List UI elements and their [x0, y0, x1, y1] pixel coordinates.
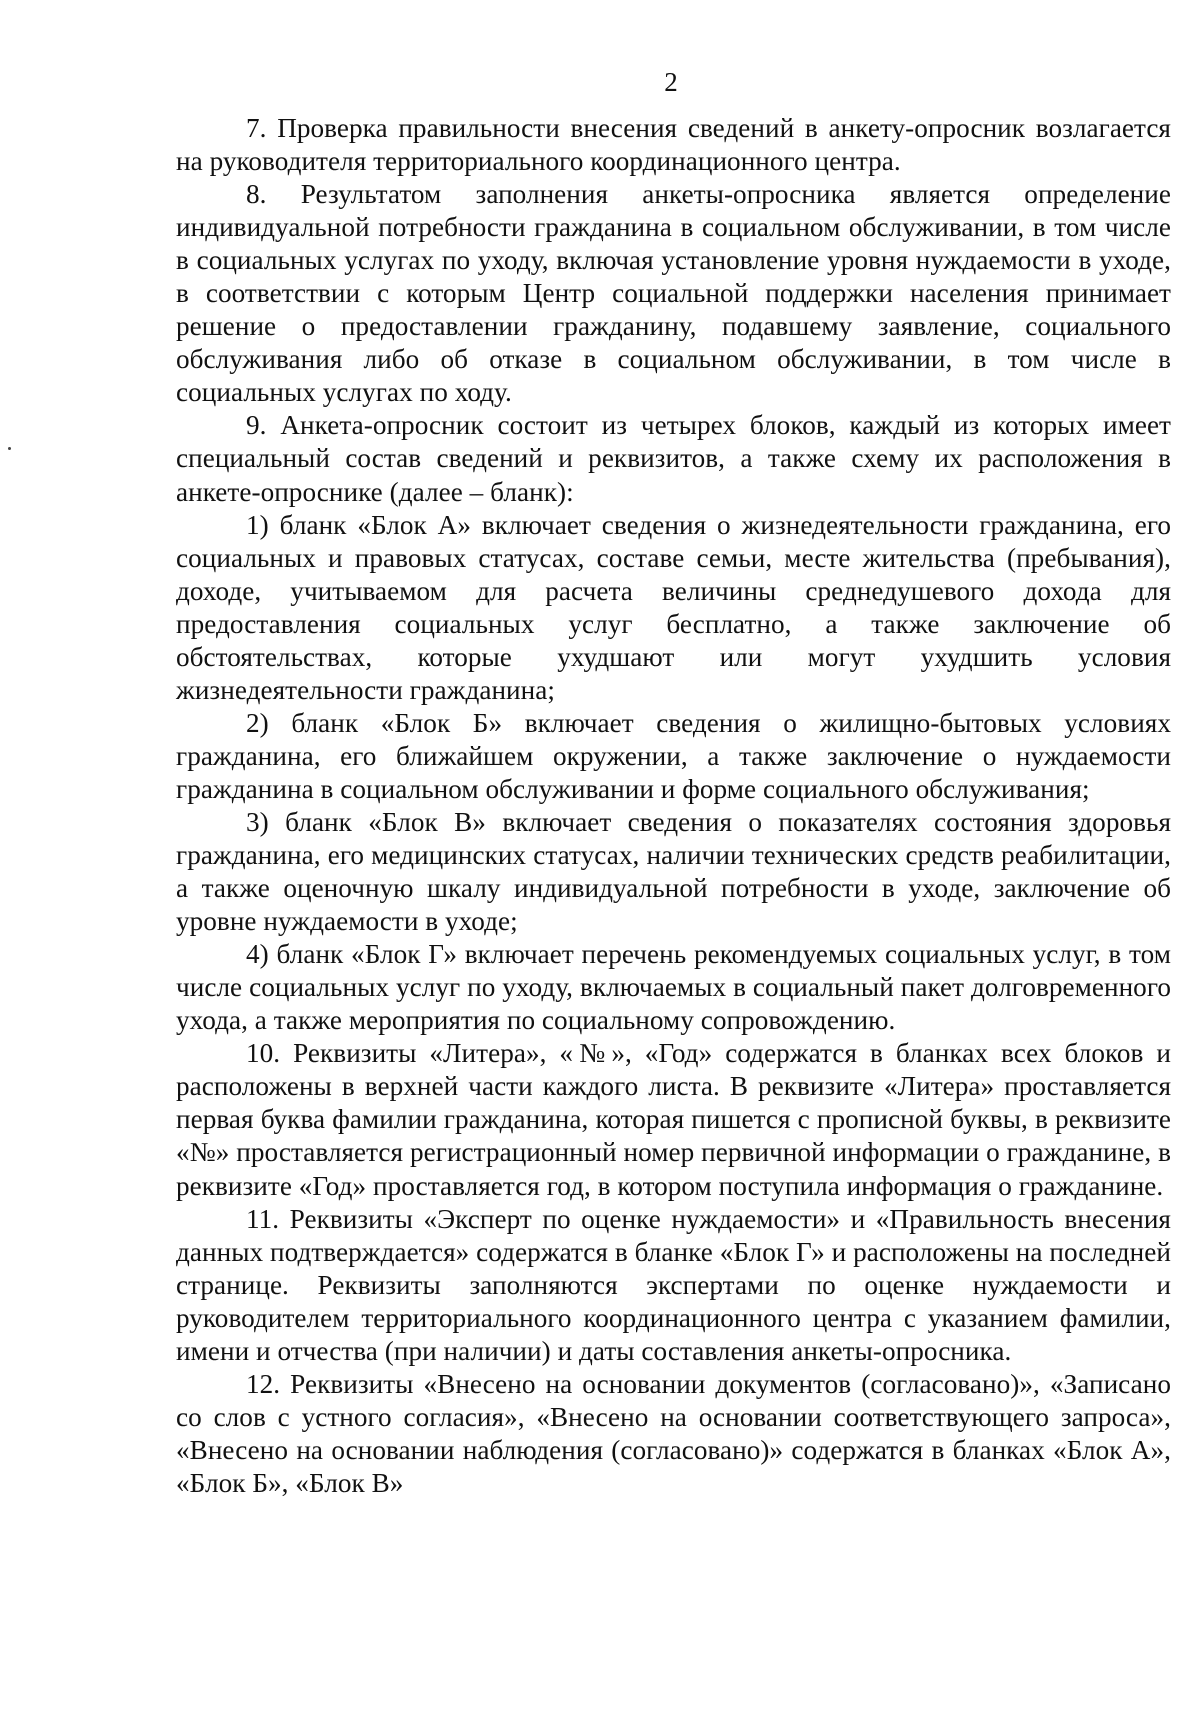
paragraph-11: 11. Реквизиты «Эксперт по оценке нуждаемости» и «Правильность внесения данных подтверждается» содержатся в бланке «Блок Г» и расположены на последней странице. Реквизиты заполняются экспертами по оценке нуждаемости и руководителем территориального координационного центра с указанием фамилии, имени и отчества (при наличии) и даты составления анкеты-опросника.	[176, 1203, 1171, 1366]
paragraph-8: 8. Результатом заполнения анкеты-опросника является определение индивидуальной потребности гражданина в социальном обслуживании, в том числе в социальных услугах по уходу, включая установление уровня нуждаемости в уходе, в соответствии с которым Центр социальной поддержки населения принимает решение о предоставлении гражданину, подавшему заявление, социального обслуживания либо об отказе в социальном обслуживании, в том числе в социальных услугах по ходу.	[176, 179, 1171, 408]
paragraph-9-item-4: 4) бланк «Блок Г» включает перечень рекомендуемых социальных услуг, в том числе социальных услуг по уходу, включаемых в социальный пакет долговременного ухода, а также мероприятия по социальному сопровождению.	[176, 939, 1171, 1036]
paragraph-9-item-3: 3) бланк «Блок В» включает сведения о показателях состояния здоровья гражданина, его медицинских статусах, наличии технических средств реабилитации, а также оценочную шкалу индивидуальной потребности в уходе, заключение об уровне нуждаемости в уходе;	[176, 806, 1171, 937]
document-body	[176, 112, 1171, 1500]
paragraph-9-item-2: 2) бланк «Блок Б» включает сведения о жилищно-бытовых условиях гражданина, его ближайшем окружении, а также заключение о нуждаемости гражданина в социальном обслуживании и форме социального обслуживания;	[176, 707, 1171, 804]
paragraph-7: 7. Проверка правильности внесения сведений в анкету-опросник возлагается на руководителя территориального координационного центра.	[176, 113, 1171, 177]
paragraph-9-item-1: 1) бланк «Блок А» включает сведения о жизнедеятельности гражданина, его социальных и правовых статусах, составе семьи, месте жительства (пребывания), доходе, учитываемом для расчета величины среднедушевого дохода для предоставления социальных услуг бесплатно, а также заключение об обстоятельствах, которые ухудшают или могут ухудшить условия жизнедеятельности гражданина;	[176, 509, 1171, 705]
paragraph-10: 10. Реквизиты «Литера», «№», «Год» содержатся в бланках всех блоков и расположены в верхней части каждого листа. В реквизите «Литера» проставляется первая буква фамилии гражданина, которая пишется с прописной буквы, в реквизите «№» проставляется регистрационный номер первичной информации о гражданине, в реквизите «Год» проставляется год, в котором поступила информация о гражданине.	[176, 1038, 1171, 1201]
scan-speck	[8, 447, 11, 450]
paragraph-12: 12. Реквизиты «Внесено на основании документов (согласовано)», «Записано со слов с устного согласия», «Внесено на основании соответствующего запроса», «Внесено на основании наблюдения (согласовано)» содержатся в бланках «Блок А», «Блок Б», «Блок В»	[176, 1368, 1171, 1498]
page-number: 2	[664, 67, 678, 97]
paragraph-9: 9. Анкета-опросник состоит из четырех блоков, каждый из которых имеет специальный состав сведений и реквизитов, а также схему их расположения в анкете-опроснике (далее – бланк):	[176, 410, 1171, 507]
